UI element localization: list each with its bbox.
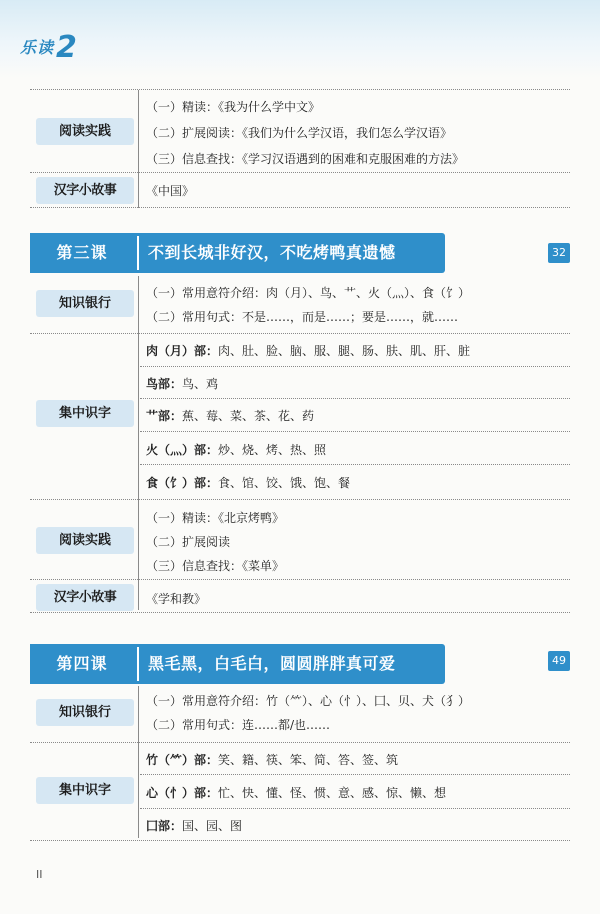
lesson-4-banner — [30, 644, 445, 684]
character-list: 蕉、莓、菜、茶、花、药 — [182, 409, 315, 423]
character-row — [146, 375, 218, 392]
row-divider — [140, 366, 570, 367]
section-label-reading: 阅读实践 — [36, 527, 134, 554]
divider — [30, 89, 570, 90]
character-row — [146, 751, 398, 768]
divider — [30, 207, 570, 208]
character-row — [146, 441, 326, 458]
radical-label: 火（灬）部： — [146, 443, 219, 457]
character-list: 笑、籍、筷、笨、简、答、签、筑 — [218, 753, 399, 767]
lesson-3-banner — [30, 233, 445, 273]
section-label-story: 汉字小故事 — [36, 584, 134, 611]
lesson-title: 不到长城非好汉，不吃烤鸭真遗憾 — [148, 243, 396, 262]
page-number-badge: 32 — [548, 243, 570, 263]
knowledge-line: （二）常用句式：不是……，而是……；要是……，就…… — [146, 310, 459, 324]
section-label-characters: 集中识字 — [36, 777, 134, 804]
row-divider — [140, 464, 570, 465]
section-label-knowledge: 知识银行 — [36, 699, 134, 726]
divider — [30, 333, 570, 334]
reading-line: （三）信息查找：《菜单》 — [146, 559, 285, 573]
column-divider — [138, 686, 139, 838]
radical-label: 竹（⺮）部： — [146, 753, 219, 767]
story-text: 《学和教》 — [146, 592, 207, 606]
radical-label: 食（饣）部： — [146, 476, 219, 490]
story-text: 《中国》 — [146, 184, 195, 198]
character-list: 炒、烧、烤、热、照 — [218, 443, 327, 457]
section-label-story: 汉字小故事 — [36, 177, 134, 204]
reading-line: （一）精读：《北京烤鸭》 — [146, 511, 285, 525]
column-divider — [138, 90, 139, 208]
banner-separator — [137, 236, 139, 270]
page-folio: II — [36, 868, 43, 881]
row-divider — [140, 398, 570, 399]
character-list: 国、园、图 — [182, 819, 243, 833]
reading-line: （一）精读：《我为什么学中文》 — [146, 100, 321, 114]
knowledge-line: （一）常用意符介绍：竹（⺮）、心（忄）、囗、贝、犬（犭） — [146, 694, 471, 708]
knowledge-line: （一）常用意符介绍：肉（月）、鸟、艹、火（灬）、食（饣） — [146, 286, 471, 300]
radical-label: 囗部： — [146, 819, 183, 833]
row-divider — [140, 774, 570, 775]
character-list: 食、馆、饺、饿、饱、餐 — [218, 476, 351, 490]
character-list: 肉、肚、脸、脑、服、腿、肠、肤、肌、肝、脏 — [218, 344, 471, 358]
character-row — [146, 817, 242, 834]
character-row — [146, 784, 446, 801]
radical-label: 艹部： — [146, 409, 183, 423]
lesson-title: 黑毛黑，白毛白，圆圆胖胖真可爱 — [148, 654, 396, 673]
column-divider — [138, 276, 139, 610]
radical-label: 心（忄）部： — [146, 786, 219, 800]
reading-line: （二）扩展阅读 — [146, 535, 231, 549]
divider — [30, 579, 570, 580]
header-band — [0, 0, 600, 78]
divider — [30, 840, 570, 841]
row-divider — [140, 431, 570, 432]
divider — [30, 172, 570, 173]
lesson-number: 第三课 — [56, 243, 108, 262]
book-title: 乐读2 — [20, 30, 77, 65]
section-label-reading: 阅读实践 — [36, 118, 134, 145]
character-row — [146, 342, 470, 359]
divider — [30, 499, 570, 500]
reading-line: （三）信息查找：《学习汉语遇到的困难和克服困难的方法》 — [146, 152, 465, 166]
character-list: 鸟、鸡 — [182, 377, 219, 391]
character-list: 忙、快、懂、怪、惯、意、感、惊、懒、想 — [218, 786, 447, 800]
banner-separator — [137, 647, 139, 681]
radical-label: 鸟部： — [146, 377, 183, 391]
lesson-number: 第四课 — [56, 654, 108, 673]
section-label-knowledge: 知识银行 — [36, 290, 134, 317]
radical-label: 肉（月）部： — [146, 344, 219, 358]
character-row — [146, 407, 314, 424]
reading-line: （二）扩展阅读：《我们为什么学汉语，我们怎么学汉语》 — [146, 126, 453, 140]
row-divider — [140, 808, 570, 809]
section-label-characters: 集中识字 — [36, 400, 134, 427]
divider — [30, 742, 570, 743]
page-number-badge: 49 — [548, 651, 570, 671]
character-row — [146, 474, 350, 491]
knowledge-line: （二）常用句式：连……都/也…… — [146, 718, 331, 732]
divider — [30, 612, 570, 613]
